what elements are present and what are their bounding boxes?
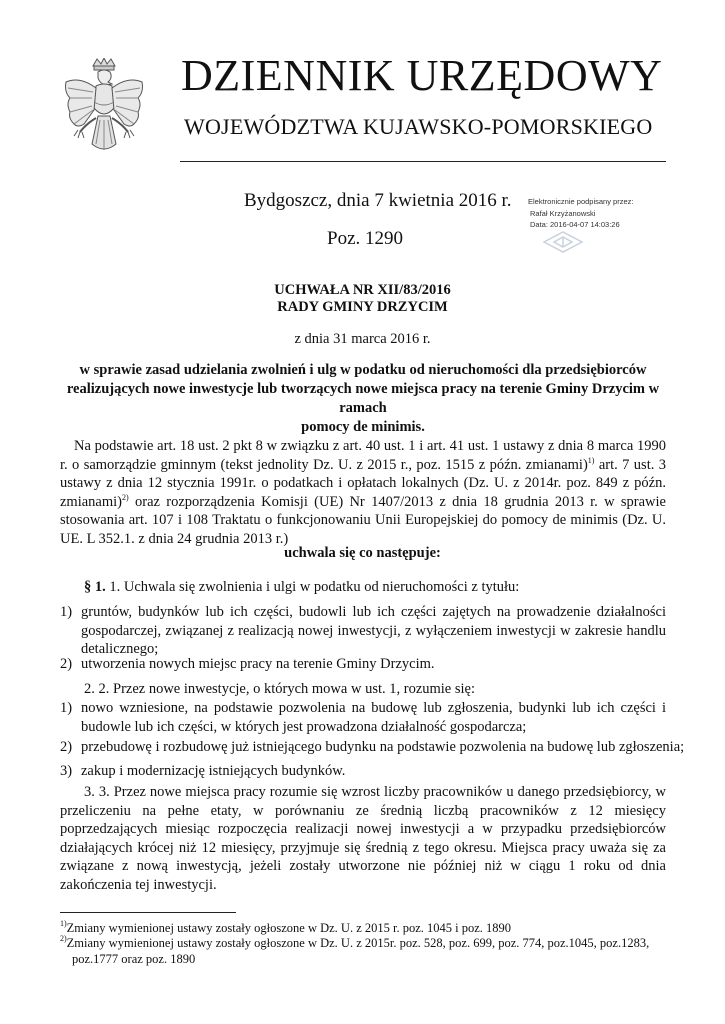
footnote-text: Zmiany wymienionej ustawy zostały ogłoszone w Dz. U. z 2015r. poz. 528, poz. 699, poz. 774, poz.1045, poz.1283, (66, 936, 650, 950)
footnote-ref: 2) (122, 492, 129, 502)
paragraph-text: 2. 2. Przez nowe inwestycje, o których mowa w ust. 1, rozumie się: (84, 681, 476, 697)
list-item-text: gruntów, budynków lub ich części, budowli lub ich części zajętych na prowadzenie działalności gospodarczej, związanej z realizacją nowej inwestycji, z wyłączeniem inwestycji w zakresie handlu detalicznego; (81, 604, 666, 657)
list-item-text: zakup i modernizację istniejących budynków. (81, 763, 346, 779)
legal-basis-text: art. 7 ust. 3 ustawy z dnia 12 stycznia 1991r. o podatkach i opłatach lokalnych (Dz. U. z 2014r. poz. 849 z późn. zmianami) (60, 456, 666, 510)
signature-date: Data: 2016-04-07 14:03:26 (530, 220, 620, 229)
footnote-text: Zmiany wymienionej ustawy zostały ogłoszone w Dz. U. z 2015 r. poz. 1045 i poz. 1890 (66, 921, 512, 935)
list-item-number: 1) (60, 700, 73, 716)
subject-line: pomocy de minimis. (301, 419, 425, 435)
journal-subtitle: WOJEWÓDZTWA KUJAWSKO-POMORSKIEGO (184, 114, 653, 139)
section-intro-text: 1. Uchwala się zwolnienia i ulgi w podatku od nieruchomości z tytułu: (105, 579, 520, 595)
section-1-intro (60, 578, 666, 597)
resolution-date: z dnia 31 marca 2016 r. (294, 331, 431, 347)
legal-basis-text: oraz rozporządzenia Komisji (UE) Nr 1407/2013 z dnia 18 grudnia 2013 r. w sprawie stosowania art. 107 i 108 Traktatu o funkcjonowaniu Unii Europejskiej do pomocy de minimis (Dz. U. UE. L 352.1. z dnia 24 grudnia 2013 r.) (60, 493, 666, 547)
list-item-number: 3) (60, 763, 73, 779)
legal-basis-text: Na podstawie art. 18 ust. 2 pkt 8 w związku z art. 40 ust. 1 i art. 41 ust. 1 ustawy z dnia 8 marca 1990 r. o samorządzie gminnym (tekst jednolity Dz. U. z 2015 r., poz. 1515 z późn. zmianami) (60, 438, 666, 473)
section-mark: § 1. (84, 579, 106, 595)
footnote (60, 936, 670, 967)
section-1-para-3: 3. 3. Przez nowe miejsca pracy rozumie się wzrost liczby pracowników u danego przedsiębiorcy, w przeliczeniu na pełne etaty, w porównaniu ze średnią liczbą pracowników z 12 miesięcy poprzedzających miesiąc rozpoczęcia realizacji nowej inwestycji a w przypadku przedsiębiorców działających krócej niż 12 miesięcy, przyjmuje się średnią z tego okresu. Miejsca pracy uważa się za związane z nową inwestycją, jeżeli zostały utworzone nie później niż w ciągu 1 roku od dnia zakończenia tej inwestycji. (60, 784, 666, 893)
resolution-issuer: RADY GMINY DRZYCIM (277, 299, 448, 315)
footnote-marker: 2) (60, 934, 67, 943)
subject-line: w sprawie zasad udzielania zwolnień i ulg w podatku od nieruchomości dla przedsiębiorców (79, 362, 647, 378)
journal-title: DZIENNIK URZĘDOWY (181, 51, 663, 100)
footnote (60, 921, 670, 937)
list-item-text: utworzenia nowych miejsc pracy na terenie Gminy Drzycim. (81, 656, 435, 672)
resolves-heading: uchwala się co następuje: (284, 545, 441, 561)
resolution-number: UCHWAŁA NR XII/83/2016 (274, 282, 451, 298)
list-item-number: 1) (60, 604, 73, 620)
subject-line: realizujących nowe inwestycje lub tworzących nowe miejsca pracy na terenie Gminy Drzycim w ramach (66, 381, 660, 416)
signature-label: Elektronicznie podpisany przez: (528, 197, 634, 206)
list-item (60, 762, 666, 781)
signature-seal-icon (540, 229, 586, 255)
footnote-continuation: poz.1777 oraz poz. 1890 (72, 951, 196, 966)
list-item (60, 699, 666, 736)
signature-signer: Rafał Krzyżanowski (530, 208, 596, 218)
list-item-text: przebudowę i rozbudowę już istniejącego budynku na podstawie pozwolenia na budowę lub zgłoszenia; (81, 739, 685, 755)
footnote-marker: 1) (60, 919, 67, 928)
list-item (60, 603, 666, 659)
electronic-signature (528, 196, 678, 231)
list-item-number: 2) (60, 739, 73, 755)
list-item (60, 738, 685, 757)
eagle-emblem-icon (60, 58, 148, 166)
list-item-number: 2) (60, 656, 73, 672)
list-item-text: nowo wzniesione, na podstawie pozwolenia na budowę lub zgłoszenia, budynki lub ich części i budowle lub ich części, w których jest prowadzona działalność gospodarcza; (81, 700, 666, 735)
publication-position: Poz. 1290 (327, 228, 403, 249)
header-divider (180, 161, 666, 162)
resolution-subject (60, 361, 666, 437)
footnote-divider (60, 912, 236, 913)
list-item (60, 655, 666, 674)
footnote-ref: 1) (587, 455, 595, 465)
publication-place-date: Bydgoszcz, dnia 7 kwietnia 2016 r. (244, 190, 512, 211)
section-1-para-2 (60, 680, 666, 699)
legal-basis-paragraph (60, 437, 666, 548)
